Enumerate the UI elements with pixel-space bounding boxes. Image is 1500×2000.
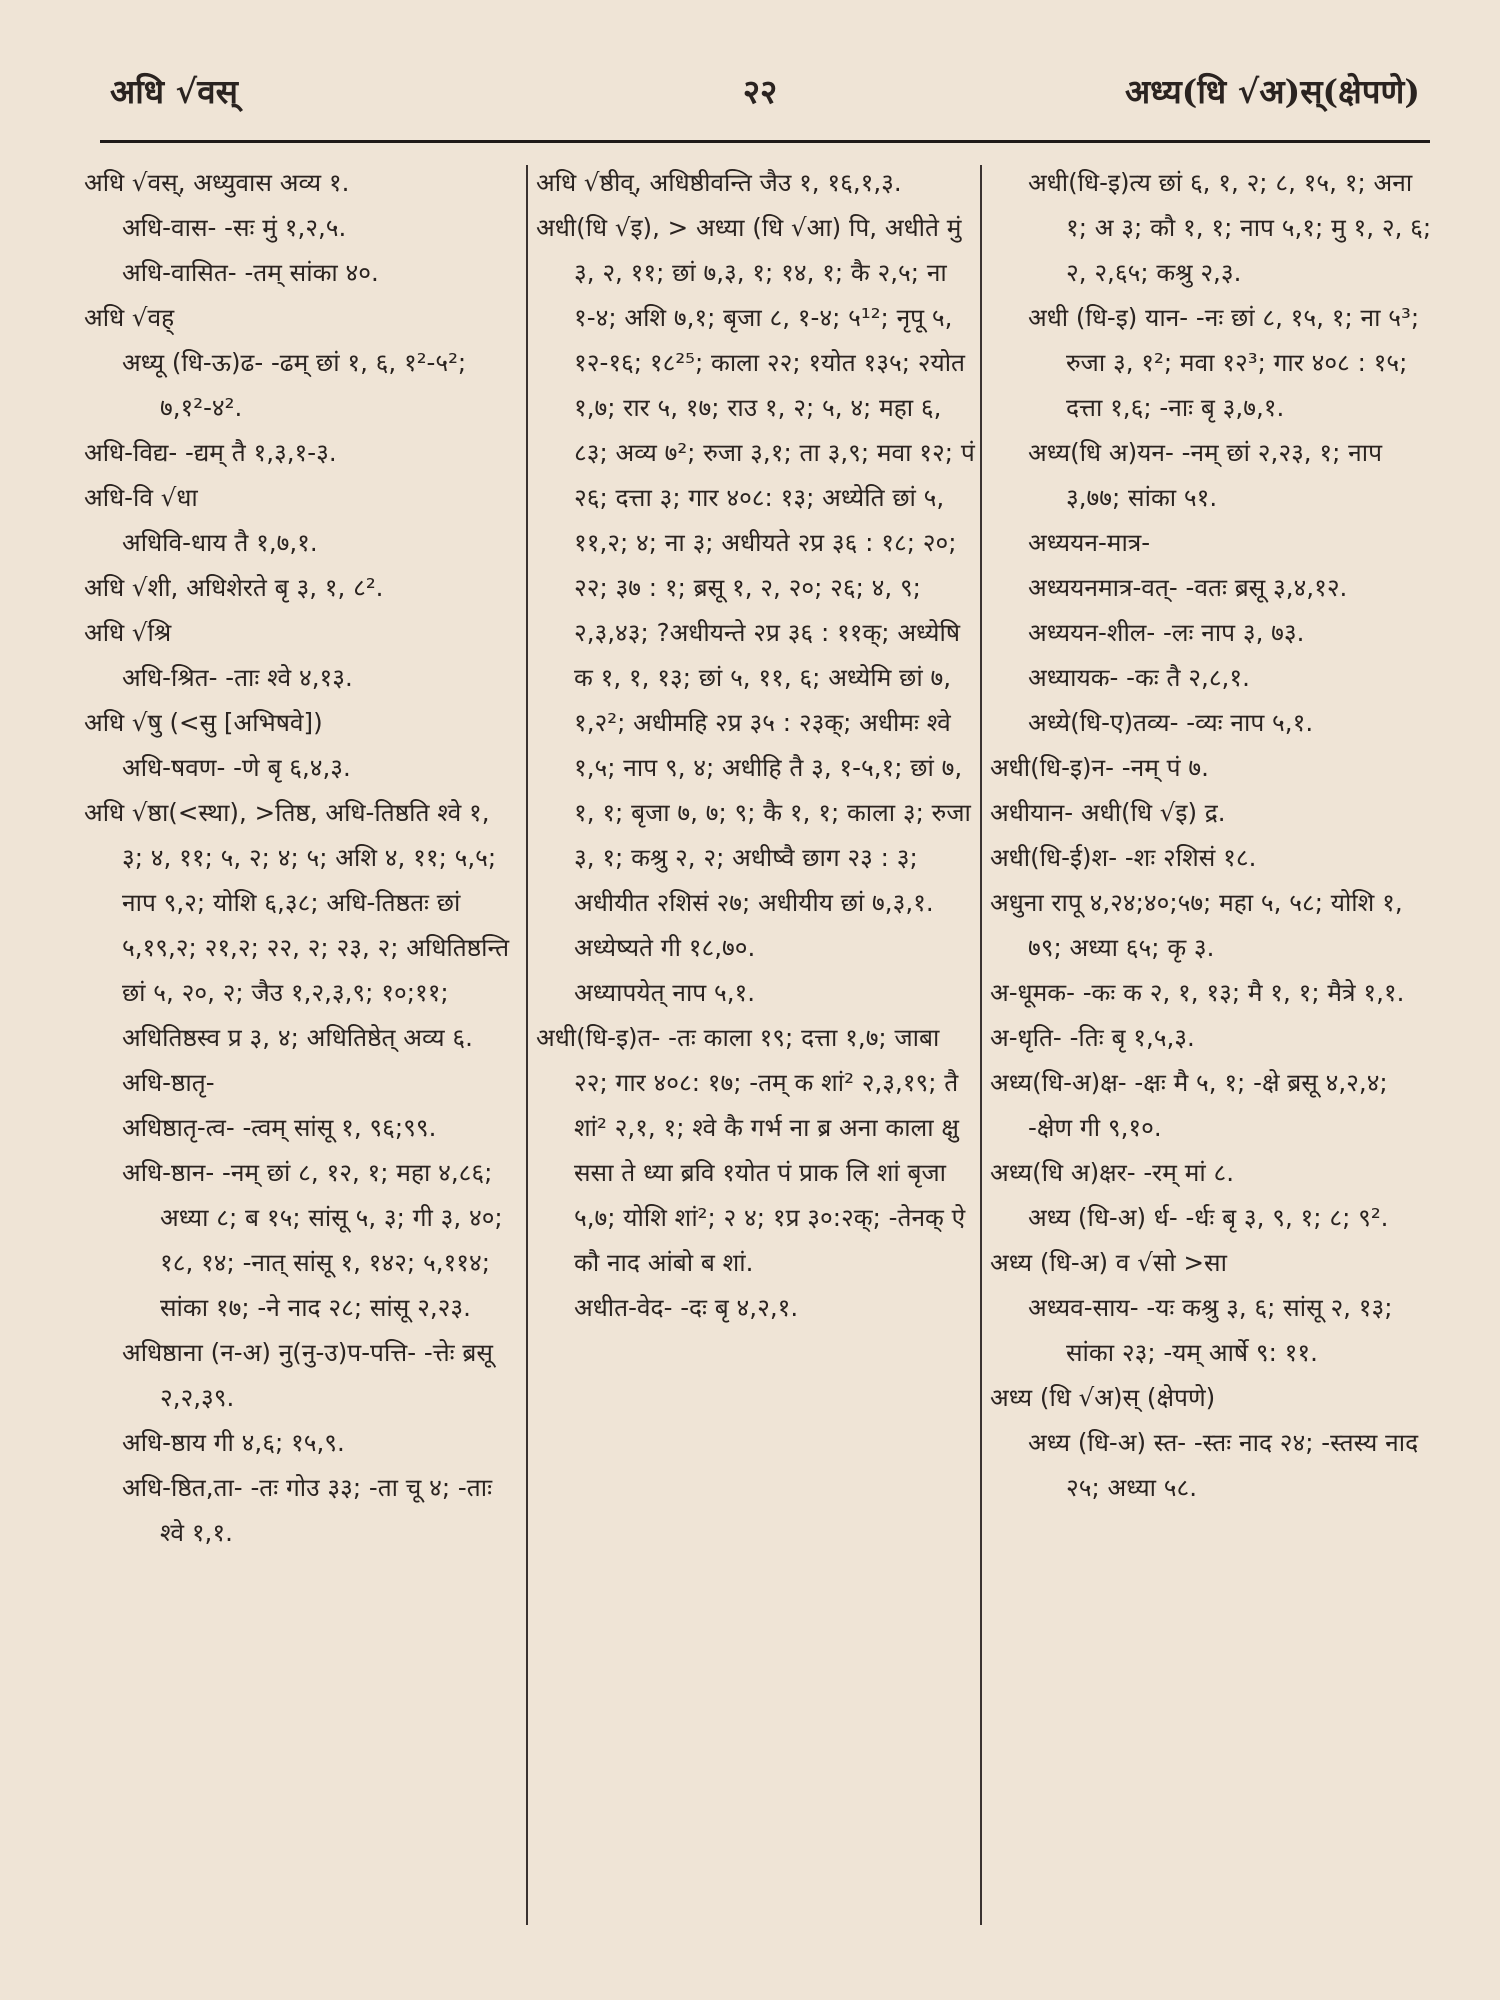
dictionary-entry: अधी(धि-ई)श- -शः २शिसं १८. [990, 843, 1257, 872]
dictionary-entry: अधि-वि √धा [84, 483, 198, 512]
dictionary-entry: अधी (धि-इ) यान- -नः छां ८, १५, १; ना ५³; रुजा ३, १²; मवा १२³; गार ४०८ : १५; दत्ता १,६; -नाः बृ ३,७,१. [1028, 303, 1420, 422]
column-divider [526, 165, 528, 1925]
dictionary-entry: अध्यव-साय- -यः कश्रु ३, ६; सांसू २, १३; सांका २३; -यम् आर्षे ९: ११. [1028, 1293, 1393, 1367]
dictionary-entry: अधि-ष्ठातृ- [122, 1068, 215, 1097]
dictionary-entry: अधि-ष्ठान- -नम् छां ८, १२, १; महा ४,८६; अध्या ८; ब १५; सांसू ५, ३; गी ३, ४०; १८, १४; -नात् सांसू १, १४२; ५,११४; सांका १७; -ने नाद २८; सांसू २,२३. [122, 1158, 503, 1322]
dictionary-entry: अध्य (धि-अ) व √सो >सा [990, 1248, 1227, 1277]
column-3 [990, 160, 1438, 1940]
dictionary-entry: अध्य(धि अ)क्षर- -रम् मां ८. [990, 1158, 1235, 1187]
column-2 [536, 160, 976, 1940]
dictionary-entry: अधि √ष्ठा(<स्था), >तिष्ठ, अधि-तिष्ठति श्वे १, ३; ४, ११; ५, २; ४; ५; अशि ४, ११; ५,५; नाप ९,२; योशि ६,३८; अधि-तिष्ठतः छां ५,१९,२; २१,२; २२, २; २३, २; अधितिष्ठन्ति छां ५, २०, २; जैउ १,२,३,९; १०;११; अधितिष्ठस्व प्र ३, ४; अधितिष्ठेत् अव्य ६. [84, 798, 510, 1052]
page-number: २२ [742, 72, 778, 111]
running-head-right: अध्य(धि √अ)स्(क्षेपणे) [1124, 72, 1420, 111]
dictionary-entry: अधि √ष्ठीव्, अधिष्ठीवन्ति जैउ १, १६,१,३. [536, 168, 902, 197]
dictionary-entry: अधुना रापू ४,२४;४०;५७; महा ५, ५८; योशि १, ७९; अध्या ६५; कृ ३. [990, 888, 1403, 962]
dictionary-entry: अधि-ष्ठाय गी ४,६; १५,९. [122, 1428, 345, 1457]
header-rule [100, 140, 1430, 143]
dictionary-entry: अध्ययन-मात्र- [1028, 528, 1151, 557]
dictionary-entry: अ-धृति- -तिः बृ १,५,३. [990, 1023, 1195, 1052]
dictionary-entry: अध्य (धि √अ)स् (क्षेपणे) [990, 1383, 1216, 1412]
dictionary-entry: अधी(धि-इ)त्य छां ६, १, २; ८, १५, १; अना १; अ ३; कौ १, १; नाप ५,१; मु १, २, ६; २, २,६५; कश्रु २,३. [1028, 168, 1432, 287]
page-header [100, 62, 1420, 122]
dictionary-entry: अ-धूमक- -कः क २, १, १३; मै १, १; मैत्रे १,१. [990, 978, 1405, 1007]
column-1 [84, 160, 514, 1940]
dictionary-entry: अधी(धि-इ)न- -नम् पं ७. [990, 753, 1209, 782]
dictionary-entry: अधि-वासित- -तम् सांका ४०. [122, 258, 379, 287]
dictionary-entry: अध्य (धि-अ) स्त- -स्तः नाद २४; -स्तस्य नाद २५; अध्या ५८. [1028, 1428, 1419, 1502]
dictionary-entry: अध्यापयेत् नाप ५,१. [574, 978, 756, 1007]
dictionary-entry: अधि √षु (<सु [अभिषवे]) [84, 708, 323, 737]
dictionary-entry: अधीत-वेद- -दः बृ ४,२,१. [574, 1293, 799, 1322]
dictionary-entry: अधि-ष्ठित,ता- -तः गोउ ३३; -ता चू ४; -ताः श्वे १,१. [122, 1473, 493, 1547]
dictionary-entry: अधी(धि-इ)त- -तः काला १९; दत्ता १,७; जाबा २२; गार ४०८: १७; -तम् क शां² २,३,१९; तै शां² २,१, १; श्वे कै गर्भ ना ब्र अना काला क्षु ससा ते ध्या ब्रवि १योत पं प्राक लि शां बृजा ५,७; योशि शां²; २ ४; १प्र ३०:२क्; -तेनक् ऐ कौ नाद आंबो ब शां. [536, 1023, 966, 1277]
dictionary-entry: अध्य(धि-अ)क्ष- -क्षः मै ५, १; -क्षे ब्रसू ४,२,४; -क्षेण गी ९,१०. [990, 1068, 1388, 1142]
dictionary-entry: अधि-विद्य- -द्यम् तै १,३,१-३. [84, 438, 337, 467]
column-divider [980, 165, 982, 1925]
dictionary-entry: अधिष्ठातृ-त्व- -त्वम् सांसू १, ९६;९९. [122, 1113, 437, 1142]
dictionary-entry: अध्यायक- -कः तै २,८,१. [1028, 663, 1250, 692]
dictionary-entry: अधि-श्रित- -ताः श्वे ४,१३. [122, 663, 353, 692]
dictionary-entry: अधि-षवण- -णे बृ ६,४,३. [122, 753, 351, 782]
dictionary-entry: अधि-वास- -सः मुं १,२,५. [122, 213, 347, 242]
dictionary-entry: अधि √शी, अधिशेरते बृ ३, १, ८². [84, 573, 384, 602]
dictionary-entry: अध्ये(धि-ए)तव्य- -व्यः नाप ५,१. [1028, 708, 1314, 737]
dictionary-entry: अधी(धि √इ), > अध्या (धि √आ) पि, अधीते मुं ३, २, ११; छां ७,३, १; १४, १; कै २,५; ना १-४; अशि ७,१; बृजा ८, १-४; ५¹²; नृपू ५, १२-१६; १८²⁵; काला २२; १योत १३५; २योत १,७; रार ५, १७; राउ १, २; ५, ४; महा ६, ८३; अव्य ७²; रुजा ३,१; ता ३,९; मवा १२; पं २६; दत्ता ३; गार ४०८: १३; अध्येति छां ५, ११,२; ४; ना ३; अधीयते २प्र ३६ : १८; २०; २२; ३७ : १; ब्रसू १, २, २०; २६; ४, ९; २,३,४३; ?अधीयन्ते २प्र ३६ : ११क्; अध्येषि क १, १, १३; छां ५, ११, ६; अध्येमि छां ७, १,२²; अधीमहि २प्र ३५ : २३क्; अधीमः श्वे १,५; नाप ९, ४; अधीहि तै ३, १-५,१; छां ७, १, १; बृजा ७, ७; ९; कै १, १; काला ३; रुजा ३, १; कश्रु २, २; अधीष्वै छाग २३ : ३; अधीयीत २शिसं २७; अधीयीय छां ७,३,१. [536, 213, 975, 917]
dictionary-entry: अधि √वस्, अध्युवास अव्य १. [84, 168, 350, 197]
dictionary-entry: अध्य (धि-अ) र्ध- -र्धः बृ ३, ९, १; ८; ९². [1028, 1203, 1389, 1232]
dictionary-entry: अध्येष्यते गी १८,७०. [574, 933, 756, 962]
dictionary-entry: अधिवि-धाय तै १,७,१. [122, 528, 318, 557]
dictionary-entry: अधि √वह् [84, 303, 175, 332]
dictionary-entry: अध्यू (धि-ऊ)ढ- -ढम् छां १, ६, १²-५²; ७,१²-४². [122, 348, 467, 422]
dictionary-entry: अधिष्ठाना (न-अ) नु(नु-उ)प-पत्ति- -त्तेः ब्रसू २,२,३९. [122, 1338, 493, 1412]
dictionary-entry: अधि √श्रि [84, 618, 172, 647]
dictionary-entry: अधीयान- अधी(धि √इ) द्र. [990, 798, 1226, 827]
running-head-left: अधि √वस् [110, 72, 238, 111]
dictionary-entry: अध्य(धि अ)यन- -नम् छां २,२३, १; नाप ३,७७; सांका ५१. [1028, 438, 1383, 512]
dictionary-entry: अध्ययन-शील- -लः नाप ३, ७३. [1028, 618, 1305, 647]
dictionary-entry: अध्ययनमात्र-वत्- -वतः ब्रसू ३,४,१२. [1028, 573, 1348, 602]
